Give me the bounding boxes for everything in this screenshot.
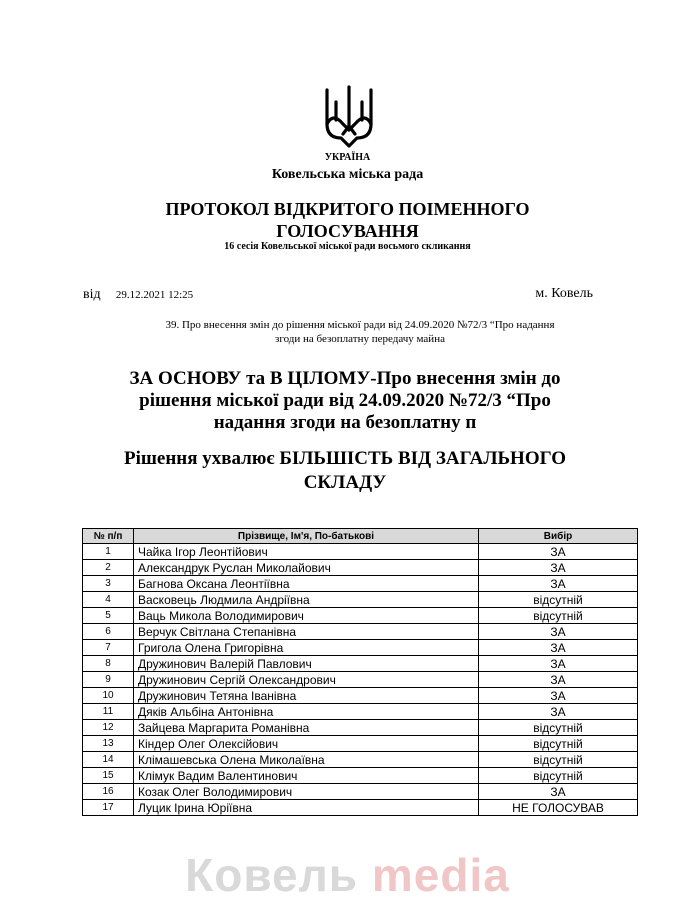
vote-choice: ЗА (479, 560, 638, 576)
table-row (83, 720, 638, 736)
vote-title (80, 368, 610, 434)
vote-choice: відсутній (479, 608, 638, 624)
table-row (83, 768, 638, 784)
decision-line2: СКЛАДУ (303, 472, 387, 493)
table-row (83, 560, 638, 576)
table-row (83, 784, 638, 800)
row-number: 9 (83, 672, 134, 688)
row-number: 13 (83, 736, 134, 752)
decision-text (80, 447, 610, 495)
vote-title-line2: рішення міської ради від 24.09.2020 №72/3 “Про (139, 390, 551, 411)
table-row (83, 688, 638, 704)
session-label: 16 сесія Ковельської міської ради восьмого скликання (224, 241, 471, 252)
document-title-line2: ГОЛОСУВАННЯ (276, 221, 419, 241)
row-number: 4 (83, 592, 134, 608)
vote-choice: відсутній (479, 752, 638, 768)
deputy-name: Васковець Людмила Андріївна (134, 592, 479, 608)
vote-choice: НЕ ГОЛОСУВАВ (479, 800, 638, 816)
table-row (83, 544, 638, 560)
table-row (83, 624, 638, 640)
vote-choice: ЗА (479, 784, 638, 800)
deputy-name: Ваць Микола Володимирович (134, 608, 479, 624)
decision-line1: Рішення ухвалює БІЛЬШІСТЬ ВІД ЗАГАЛЬНОГО (123, 448, 567, 469)
row-number: 10 (83, 688, 134, 704)
votes-table (82, 528, 638, 816)
date-label: від (83, 287, 101, 302)
table-row (83, 592, 638, 608)
vote-title-line3: надання згоди на безоплатну п (213, 412, 477, 433)
vote-title-line1: ЗА ОСНОВУ та В ЦІЛОМУ-Про внесення змін до (129, 368, 561, 389)
vote-choice: ЗА (479, 640, 638, 656)
column-header-name: Прізвище, Ім'я, По-батькові (134, 529, 479, 544)
deputy-name: Верчук Світлана Степанівна (134, 624, 479, 640)
deputy-name: Клімук Вадим Валентинович (134, 768, 479, 784)
vote-choice: ЗА (479, 576, 638, 592)
agenda-line2: згоди на безоплатну передачу майна (275, 333, 445, 345)
agenda-item (100, 318, 620, 346)
watermark-part2: media (371, 849, 510, 901)
country-label: УКРАЇНА (324, 152, 371, 163)
table-row (83, 736, 638, 752)
row-number: 5 (83, 608, 134, 624)
deputy-name: Дружинович Валерій Павлович (134, 656, 479, 672)
trident-coat-of-arms-icon (323, 84, 375, 148)
agenda-line1: 39. Про внесення змін до рішення міської ради від 24.09.2020 №72/3 “Про надання (165, 319, 555, 331)
row-number: 2 (83, 560, 134, 576)
table-row (83, 640, 638, 656)
row-number: 11 (83, 704, 134, 720)
deputy-name: Козак Олег Володимирович (134, 784, 479, 800)
row-number: 17 (83, 800, 134, 816)
watermark-logo (0, 848, 695, 902)
row-number: 8 (83, 656, 134, 672)
deputy-name: Дружинович Тетяна Іванівна (134, 688, 479, 704)
deputy-name: Луцик Ірина Юріївна (134, 800, 479, 816)
row-number: 6 (83, 624, 134, 640)
table-row (83, 704, 638, 720)
vote-choice: ЗА (479, 688, 638, 704)
watermark-part1: Ковель (185, 849, 359, 901)
row-number: 16 (83, 784, 134, 800)
table-row (83, 608, 638, 624)
column-header-choice: Вибір (479, 529, 638, 544)
date-row (83, 286, 593, 303)
table-row (83, 800, 638, 816)
vote-choice: ЗА (479, 656, 638, 672)
deputy-name: Дружинович Сергій Олександрович (134, 672, 479, 688)
row-number: 1 (83, 544, 134, 560)
deputy-name: Кіндер Олег Олексійович (134, 736, 479, 752)
table-row (83, 656, 638, 672)
vote-choice: ЗА (479, 544, 638, 560)
row-number: 15 (83, 768, 134, 784)
vote-choice: відсутній (479, 736, 638, 752)
table-row (83, 576, 638, 592)
vote-choice: відсутній (479, 592, 638, 608)
deputy-name: Чайка Ігор Леонтійович (134, 544, 479, 560)
vote-choice: ЗА (479, 624, 638, 640)
row-number: 7 (83, 640, 134, 656)
city-label: м. Ковель (535, 286, 593, 301)
date-value: 29.12.2021 12:25 (115, 289, 194, 301)
council-name: Ковельська міська рада (271, 167, 424, 182)
deputy-name: Клімашевська Олена Миколаївна (134, 752, 479, 768)
column-header-number: № п/п (83, 529, 134, 544)
vote-choice: ЗА (479, 704, 638, 720)
vote-choice: ЗА (479, 672, 638, 688)
table-row (83, 672, 638, 688)
table-row (83, 752, 638, 768)
deputy-name: Дяків Альбіна Антонівна (134, 704, 479, 720)
document-title-line1: ПРОТОКОЛ ВІДКРИТОГО ПОІМЕННОГО (165, 199, 530, 219)
deputy-name: Багнова Оксана Леонтіївна (134, 576, 479, 592)
vote-choice: відсутній (479, 768, 638, 784)
document-title (0, 198, 695, 242)
deputy-name: Зайцева Маргарита Романівна (134, 720, 479, 736)
deputy-name: Григола Олена Григорівна (134, 640, 479, 656)
row-number: 3 (83, 576, 134, 592)
row-number: 14 (83, 752, 134, 768)
deputy-name: Александрук Руслан Миколайович (134, 560, 479, 576)
row-number: 12 (83, 720, 134, 736)
table-header-row (83, 529, 638, 544)
vote-choice: відсутній (479, 720, 638, 736)
